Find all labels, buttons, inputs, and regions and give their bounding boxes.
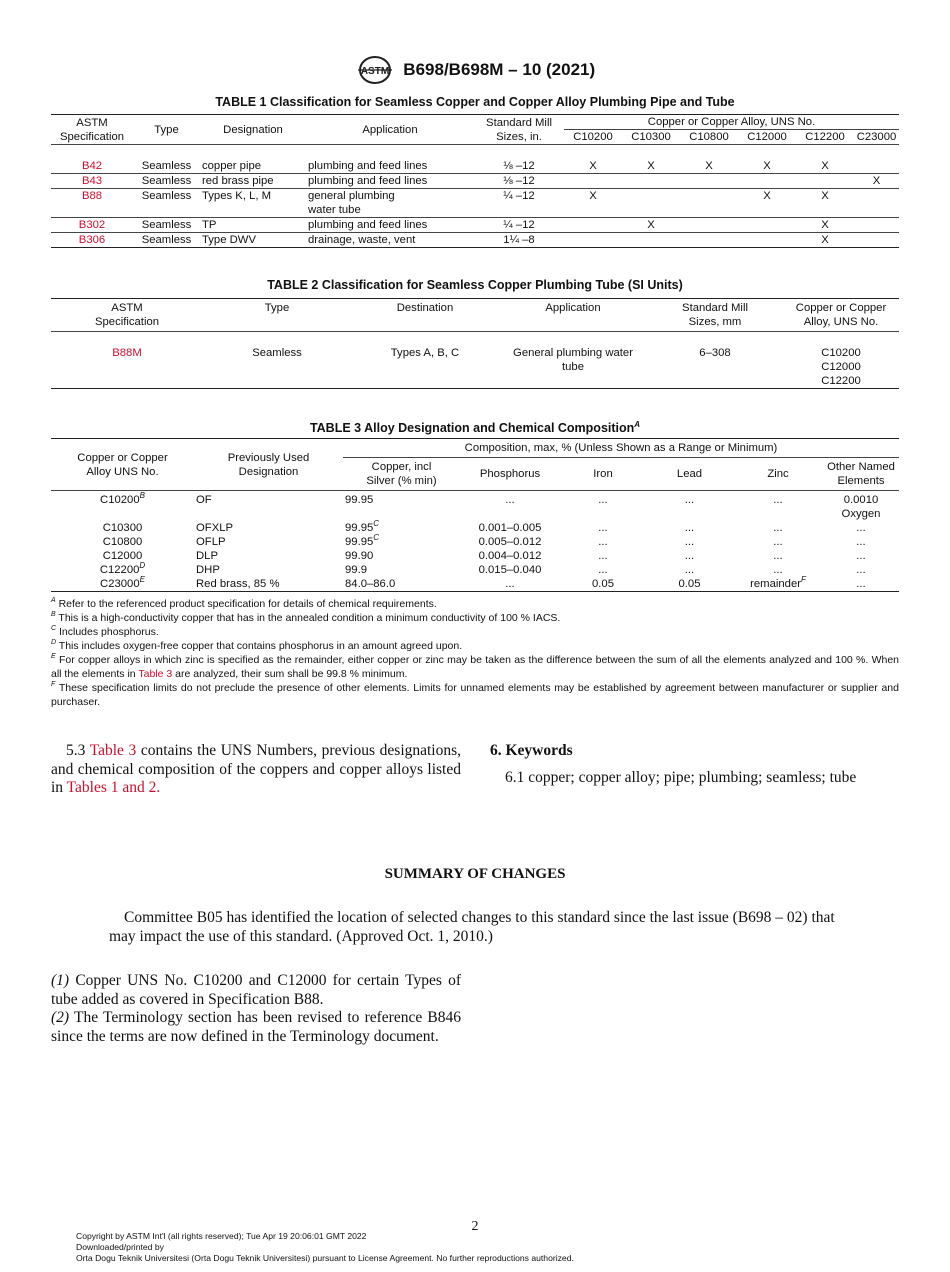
footnote-mark: C (51, 625, 57, 632)
footnote-ref: B (139, 491, 145, 500)
footnote-mark: B (51, 611, 56, 618)
t1-cell-designation: TP (200, 218, 306, 233)
t3-cell-other: ... (856, 536, 866, 548)
t1-header-uns: C10200 (564, 130, 622, 145)
table-row (51, 491, 899, 522)
t3-copper-text: 99.95 (345, 536, 374, 548)
t1-cell-application: plumbing and feed lines (306, 174, 474, 189)
page-header (0, 55, 950, 85)
t1-cell-mark: X (796, 218, 854, 233)
t3-cell-uns (51, 577, 194, 592)
footnote-ref: D (139, 561, 146, 570)
table3-link[interactable]: Table 3 (138, 668, 173, 680)
table-row (51, 549, 899, 563)
t3-uns-text: C10800 (102, 536, 143, 548)
t1-header-sizes: Standard Mill Sizes, in. (474, 115, 564, 145)
t3-header-other: Other Named Elements (827, 461, 895, 487)
table-row (51, 189, 899, 218)
keywords-heading: 6. Keywords (490, 742, 573, 759)
t1-cell-mark (564, 218, 622, 233)
t3-header (51, 439, 194, 491)
spec-link[interactable]: B88 (51, 189, 133, 218)
t1-header-designation: Designation (200, 115, 306, 145)
spec-link[interactable]: B42 (51, 159, 133, 174)
t1-header-uns-group: Copper or Copper Alloy, UNS No. (564, 115, 899, 130)
t3-header-zinc: Zinc (733, 458, 823, 491)
t3-cell-uns (51, 549, 194, 563)
t1-header-uns: C10800 (680, 130, 738, 145)
t3-header-copper: Copper, incl Silver (% min) (366, 461, 437, 487)
table3-link[interactable]: Table 3 (89, 742, 137, 759)
t1-cell-mark: X (622, 218, 680, 233)
t1-cell-mark (680, 233, 738, 248)
footnote-mark: D (51, 639, 57, 646)
t1-cell-sizes: ¼ –12 (474, 189, 564, 218)
t3-cell-zinc (733, 535, 823, 549)
t2-header-type: Type (203, 299, 351, 332)
t1-cell-type: Seamless (133, 218, 200, 233)
t1-cell-application: drainage, waste, vent (308, 234, 416, 246)
footnote (51, 611, 899, 625)
t1-header-uns: C23000 (854, 130, 899, 145)
t1-cell-sizes: ⅛ –12 (474, 174, 564, 189)
t3-zinc-text: ... (773, 536, 783, 548)
keywords-paragraph (490, 769, 900, 788)
t3-header-comp-group: Composition, max, % (Unless Shown as a Range or Minimum) (343, 439, 899, 458)
table3-caption (51, 421, 899, 435)
table3 (51, 438, 899, 592)
t3-uns-text: C12200 (99, 564, 140, 576)
t1-cell-type: Seamless (141, 234, 192, 246)
t1-cell-mark (854, 233, 899, 248)
t3-cell-zinc (733, 577, 823, 592)
t3-cell-prev: Red brass, 85 % (196, 578, 280, 590)
t2-cell-application (499, 332, 647, 389)
t3-cell-lead: ... (684, 494, 695, 506)
t3-cell-phosphorus: 0.015–0.040 (478, 564, 542, 576)
t3-cell-prev: OFXLP (196, 522, 234, 534)
table1-caption: TABLE 1 Classification for Seamless Copper and Copper Alloy Plumbing Pipe and Tube (215, 95, 735, 109)
summary-heading: SUMMARY OF CHANGES (384, 866, 566, 882)
footnote-mark: E (51, 653, 56, 660)
t3-uns-text: C10300 (102, 522, 143, 534)
t1-cell-mark (564, 233, 622, 248)
t1-cell-mark (738, 233, 796, 248)
t3-cell-iron: ... (598, 494, 608, 506)
t1-cell-designation: Types K, L, M (200, 189, 306, 218)
t3-copper-text: 99.95 (345, 522, 374, 534)
footnote (51, 639, 899, 653)
t1-cell-mark: X (796, 159, 854, 174)
t3-cell-zinc (733, 521, 823, 535)
t3-cell-phosphorus: 0.004–0.012 (478, 550, 542, 562)
item-text: The Terminology section has been revised to reference B846 since the terms are now defined in the Terminology document. (51, 1009, 461, 1045)
t1-cell-mark (564, 174, 622, 189)
t3-header-alloy: Copper or Copper Alloy UNS No. (77, 451, 168, 478)
t3-cell-other: ... (856, 522, 866, 534)
t1-header-application: Application (306, 115, 474, 145)
t2-cell-uns (783, 332, 899, 389)
t3-header-iron: Iron (560, 458, 646, 491)
t3-cell-uns (51, 535, 194, 549)
t3-zinc-text: ... (773, 550, 783, 562)
t1-cell-designation: Type DWV (202, 234, 256, 246)
spec-link[interactable]: B302 (51, 218, 133, 233)
t3-cell-prev: OFLP (196, 536, 226, 548)
t1-cell-mark: X (564, 159, 622, 174)
t1-cell-type: Seamless (133, 159, 200, 174)
t3-cell-uns (51, 491, 194, 522)
t3-cell-prev: DHP (196, 564, 220, 576)
table-row (51, 332, 899, 389)
table-row (51, 174, 899, 189)
t3-cell-zinc (733, 549, 823, 563)
t1-cell-mark (854, 189, 899, 218)
t2-header-application: Application (499, 299, 647, 332)
svg-text:ASTM: ASTM (360, 66, 390, 77)
t1-cell-mark (622, 174, 680, 189)
footnote (51, 681, 899, 709)
table-row (51, 233, 899, 248)
table3-caption-text: TABLE 3 Alloy Designation and Chemical Composition (309, 421, 635, 435)
footnote-text: This includes oxygen-free copper that contains phosphorus in an amount agreed upon. (58, 640, 463, 652)
t1-cell-designation: red brass pipe (200, 174, 306, 189)
uns-number: C10200 (821, 347, 861, 359)
spec-link[interactable]: B306 (78, 234, 106, 246)
t1-cell-sizes: ⅛ –12 (474, 159, 564, 174)
t3-zinc-text: remainder (750, 578, 801, 590)
t3-cell-iron: 0.05 (592, 578, 614, 590)
keywords-section (490, 742, 900, 787)
t1-cell-mark (622, 233, 680, 248)
item-number: (1) (51, 972, 70, 989)
t1-cell-application (306, 189, 474, 218)
t3-cell-lead: ... (684, 522, 695, 534)
t1-cell-mark: X (622, 159, 680, 174)
footnote-ref: E (139, 575, 145, 584)
footnote-text: Refer to the referenced product specification for details of chemical requirements. (58, 598, 437, 610)
t1-cell-application-text: general plumbing water tube (308, 190, 395, 216)
footnote-mark: A (51, 597, 56, 604)
footnote (51, 597, 899, 611)
t1-cell-mark: X (738, 159, 796, 174)
t1-cell-mark (680, 218, 738, 233)
t3-cell-copper (343, 521, 460, 535)
summary-intro: Committee B05 has identified the location of selected changes to this standard since the last issue (B698 – 02) that may impact the use of this standard. (Approved Oct. 1, 2010.) (109, 909, 835, 945)
t3-cell-iron: ... (598, 536, 608, 548)
footnote-ref: A (634, 420, 641, 429)
t1-header-uns: C12000 (738, 130, 796, 145)
t2-cell-application-text: General plumbing water tube (513, 347, 633, 373)
t3-cell-other (823, 491, 899, 522)
t3-cell-lead: ... (684, 564, 695, 576)
tables-1-2-link[interactable]: Tables 1 and 2. (66, 779, 161, 796)
t1-cell-mark (680, 189, 738, 218)
table-row (51, 521, 899, 535)
t3-cell-lead: 0.05 (678, 578, 701, 590)
t3-header (343, 458, 460, 491)
keywords-text: copper; copper alloy; pipe; plumbing; seamless; tube (528, 768, 857, 786)
t3-zinc-text: ... (773, 522, 783, 534)
t3-cell-other: ... (856, 550, 866, 562)
t1-cell-sizes: 1¼ –8 (503, 234, 535, 246)
t3-copper-text: 84.0–86.0 (345, 578, 396, 590)
t1-cell-mark (854, 218, 899, 233)
t1-cell-mark: X (821, 234, 829, 246)
t3-uns-text: C12000 (102, 550, 143, 562)
t1-cell-mark (738, 218, 796, 233)
t1-cell-mark (796, 174, 854, 189)
t3-cell-copper (343, 549, 460, 563)
footer-line: Downloaded/printed by (76, 1242, 164, 1252)
t1-cell-mark (622, 189, 680, 218)
t3-copper-text: 99.90 (345, 550, 374, 562)
spec-link[interactable]: B43 (51, 174, 133, 189)
t3-header (194, 439, 343, 491)
section-5-3 (51, 742, 461, 798)
table2 (51, 298, 899, 389)
t2-cell-destination: Types A, B, C (390, 347, 460, 359)
t3-cell-lead: ... (684, 550, 695, 562)
t3-uns-text: C10200 (100, 494, 140, 506)
t1-header-astm: ASTM Specification (51, 115, 133, 145)
t3-cell-other: ... (856, 578, 866, 590)
t1-cell-mark (680, 174, 738, 189)
footnote-text: These specification limits do not preclude the presence of other elements. Limits for unnamed elements may be established by agreement between manufacturer or supplier and purchaser. (51, 682, 899, 708)
t2-header-sizes: Standard Mill Sizes, mm (682, 302, 748, 328)
t1-cell-mark: X (854, 174, 899, 189)
footnote-text: This is a high-conductivity copper that has in the annealed condition a minimum conductivity of 100 % IACS. (58, 612, 561, 624)
t1-cell-designation: copper pipe (200, 159, 306, 174)
table3-footnotes (51, 597, 899, 709)
footnote-ref: F (800, 575, 806, 584)
t1-cell-application: plumbing and feed lines (306, 218, 474, 233)
t1-cell-mark: X (738, 189, 796, 218)
t3-cell-phosphorus: 0.005–0.012 (478, 536, 542, 548)
item-text: Copper UNS No. C10200 and C12000 for certain Types of tube added as covered in Specification B88. (51, 972, 462, 1008)
t3-cell-copper (343, 535, 460, 549)
table-row (51, 563, 899, 577)
t2-cell-type: Seamless (252, 347, 302, 359)
changes-list (51, 972, 461, 1046)
t1-cell-mark (738, 174, 796, 189)
t3-cell-other: ... (856, 564, 866, 576)
t3-header-lead: Lead (646, 458, 733, 491)
t2-header (783, 299, 899, 332)
table2-caption: TABLE 2 Classification for Seamless Copper Plumbing Tube (SI Units) (267, 278, 683, 292)
t1-header-uns: C12200 (796, 130, 854, 145)
t3-header-prev: Previously Used Designation (227, 451, 310, 478)
t1-cell-sizes: ¼ –12 (474, 218, 564, 233)
list-item (51, 972, 461, 1009)
table-row (51, 218, 899, 233)
table-row (51, 535, 899, 549)
footer-line: Orta Dogu Teknik Universitesi (Orta Dogu Teknik Universitesi) pursuant to License Agreement. No further reproductions authorized. (76, 1253, 574, 1263)
footnote-ref: C (373, 533, 380, 542)
t1-cell-mark: X (564, 189, 622, 218)
t3-cell-prev: DLP (196, 550, 218, 562)
footnote-ref: C (373, 519, 380, 528)
t3-cell-uns (51, 521, 194, 535)
t3-copper-text: 99.95 (345, 494, 374, 506)
t3-cell-zinc (733, 491, 823, 522)
t3-cell-phosphorus: ... (505, 578, 515, 590)
t2-header-uns: Copper or Copper Alloy, UNS No. (795, 302, 887, 328)
t3-uns-text: C23000 (100, 578, 140, 590)
section-number: 6.1 (505, 768, 525, 786)
t3-zinc-text: ... (773, 564, 783, 576)
astm-logo-icon (355, 55, 395, 85)
footnote (51, 653, 899, 681)
page-number: 2 (471, 1219, 479, 1234)
t2-header-destination: Destination (351, 299, 499, 332)
uns-number: C12200 (821, 375, 861, 387)
list-item (51, 1009, 461, 1046)
table-row (51, 577, 899, 592)
t1-cell-application: plumbing and feed lines (306, 159, 474, 174)
t3-header (823, 458, 899, 491)
t3-cell-copper (343, 577, 460, 592)
t1-cell-mark (854, 159, 899, 174)
section-number: 5.3 (66, 742, 86, 759)
t2-cell-sizes: 6–308 (699, 347, 731, 359)
t3-other-text: 0.0010 Oxygen (841, 494, 881, 520)
footnote-text: For copper alloys in which zinc is specified as the remainder, either copper or zinc may be taken as the difference between the sum of all the elements analyzed and 100 %. When all the elements in (51, 654, 900, 680)
table-row (51, 159, 899, 174)
t3-cell-lead: ... (684, 536, 695, 548)
t2-header (647, 299, 783, 332)
t3-cell-iron: ... (598, 550, 608, 562)
uns-number: C12000 (821, 361, 861, 373)
t2-header-astm: ASTM Specification (94, 302, 160, 328)
t1-header-uns: C10300 (622, 130, 680, 145)
footnote-mark: F (51, 681, 56, 688)
t3-cell-iron: ... (598, 564, 608, 576)
footer-line: Copyright by ASTM Int'l (all rights reserved); Tue Apr 19 20:06:01 GMT 2022 (76, 1231, 367, 1241)
t3-cell-iron: ... (598, 522, 608, 534)
document-designation: B698/B698M – 10 (2021) (403, 60, 596, 79)
t3-cell-uns (51, 563, 194, 577)
t3-header-phosphorus: Phosphorus (460, 458, 560, 491)
t1-cell-type: Seamless (133, 174, 200, 189)
t3-zinc-text: ... (773, 494, 783, 506)
item-number: (2) (51, 1009, 70, 1026)
t3-copper-text: 99.9 (345, 564, 367, 576)
spec-link[interactable]: B88M (112, 347, 142, 359)
footnote (51, 625, 899, 639)
table1 (51, 114, 899, 248)
t3-cell-prev: OF (196, 494, 212, 506)
t3-cell-phosphorus: 0.001–0.005 (478, 522, 542, 534)
t2-header (51, 299, 203, 332)
t1-cell-mark: X (796, 189, 854, 218)
t1-cell-type: Seamless (133, 189, 200, 218)
t3-cell-copper (343, 491, 460, 522)
t1-header-type: Type (133, 115, 200, 145)
t3-cell-copper (343, 563, 460, 577)
t1-cell-mark: X (680, 159, 738, 174)
t3-cell-phosphorus: ... (505, 494, 515, 506)
t3-cell-zinc (733, 563, 823, 577)
footnote-text: are analyzed, their sum shall be 99.8 % minimum. (175, 668, 408, 680)
copyright-footer (76, 1231, 574, 1264)
footnote-text: Includes phosphorus. (58, 626, 159, 638)
section-text: contains the UNS Numbers, previous designations, and chemical composition of the coppers and copper alloys listed in (51, 742, 462, 796)
